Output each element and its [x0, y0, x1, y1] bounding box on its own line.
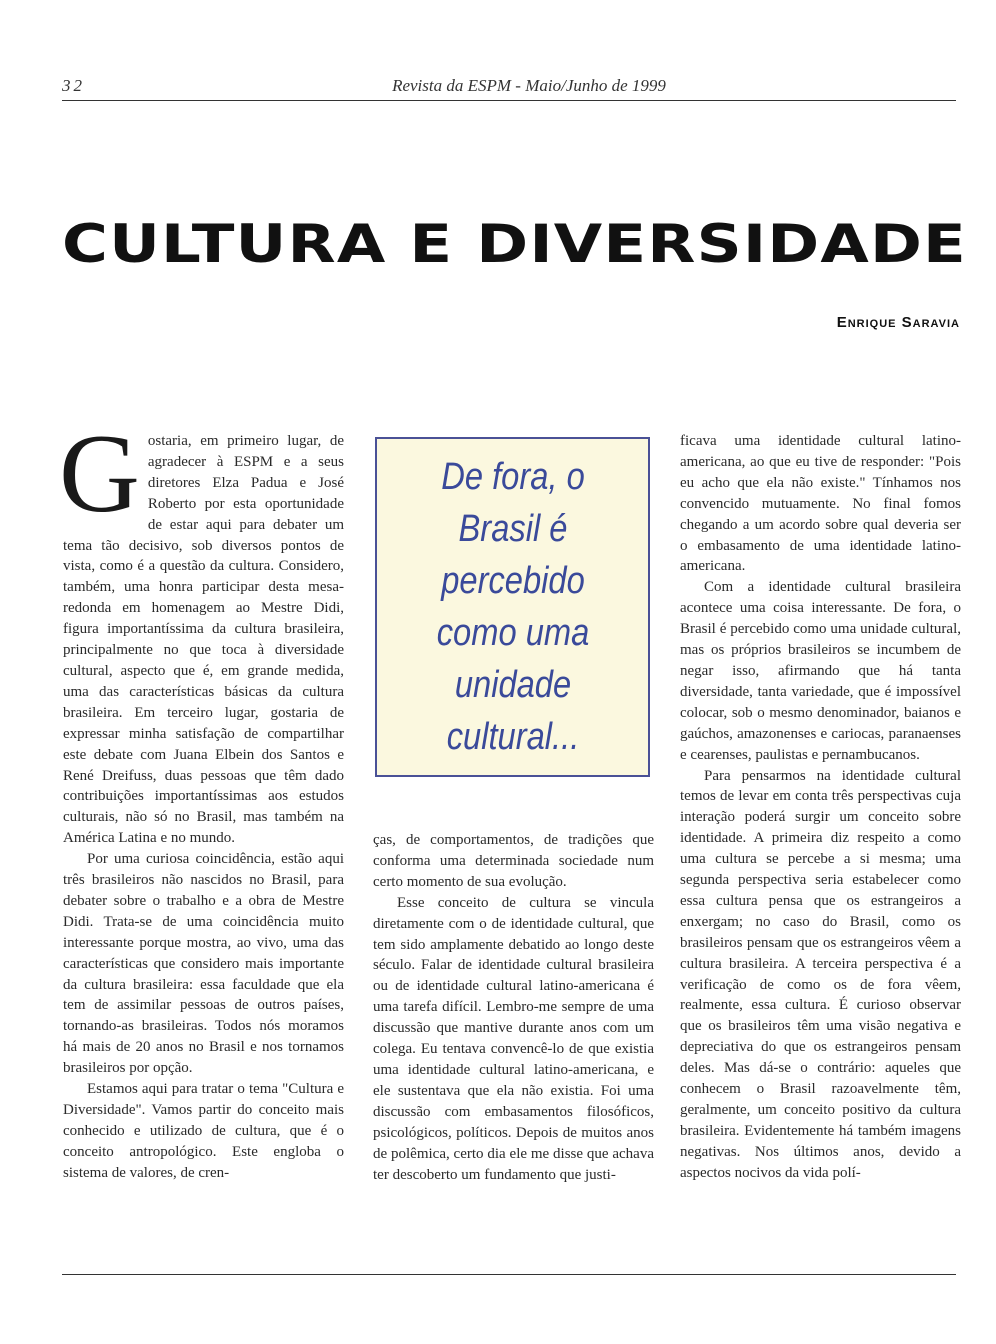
paragraph-text: ostaria, em primeiro lugar, de agradecer à ESPM e a seus diretores Elza Padua e José Roberto por esta oportunidade de estar aqui para debater um tema tão decisivo, sob diversos pontos de vista, como é a questão da cultura. Considero, também, uma honra participar desta mesa-redonda em homenagem ao Mestre Didi, figura importantíssima da cultura brasileira, principalmente no que toca à diversidade cultural, aspecto que é, em grande medida, uma das características básicas da cultura brasileira. Em terceiro lugar, gostaria de expressar minha satisfação de compartilhar este debate com Juana Elbein dos Santos e René Dreifuss, duas pessoas que têm dado contribuições importantíssimas aos estudos culturais, não só no Brasil, mas também na América Latina e no mundo.: [63, 433, 344, 847]
paragraph: ças, de comportamentos, de tradições que conforma uma determinada sociedade num certo momento de sua evolução.: [373, 832, 654, 890]
paragraph: Por uma curiosa coincidência, estão aqui três brasileiros não nascidos no Brasil, para debater sobre o trabalho e a obra de Mestre Didi. Trata-se de uma coincidência muito interessante porque mostra, ao vivo, uma das características que considero mais importante da cultura brasileira: essa faculdade que ela tem de assimilar pessoas de outros países, tornando-as brasileiras. Todos nós moramos há mais de 20 anos no Brasil e nos tornamos brasileiros por opção.: [63, 851, 344, 1077]
running-header-bar: [62, 76, 956, 101]
footer-rule: [62, 1274, 956, 1275]
article-title: CULTURA E DIVERSIDADE: [62, 214, 967, 275]
text-column-3: [680, 431, 961, 1184]
paragraph: Para pensarmos na identidade cultural temos de levar em conta três perspectivas cuja interação poderá surgir um conceito sobre identidade. A primeira diz respeito a como uma cultura se percebe a si mesma; uma segunda perspectiva seria estabelecer como essa cultura pensa que os estrangeiros a enxergam; no caso do Brasil, como os brasileiros pensam que os estrangeiros vêem a cultura brasileira. A terceira perspectiva é a verificação de como os de fora vêem, realmente, essa cultura. É curioso observar que os brasileiros têm uma visão negativa e depreciativa do que os estrangeiros pensam deles. Mas dá-se o contrário: aqueles que conhecem o Brasil razoavelmente têm, geralmente, um conceito positivo da cultura brasileira. Evidentemente há também imagens negativas. Nos últimos anos, devido a aspectos nocivos da vida polí-: [680, 767, 961, 1181]
text-column-2: [373, 830, 654, 1185]
paragraph: Esse conceito de cultura se vincula diretamente com o de identidade cultural, que tem sido amplamente debatido ao longo deste século. Falar de identidade cultural brasileira ou de identidade cultural latino-americana é uma tarefa difícil. Lembro-me sempre de uma discussão que mantive durante anos com um colega. Eu tentava convencê-lo de que existia uma identidade cultural latino-americana, e ele sustentava que ela não existia. Foi uma discussão com embasamentos filosóficos, psicológicos, políticos. Depois de muitos anos de polêmica, certo dia ele me disse que achava ter descoberto um fundamento que justi-: [373, 894, 654, 1183]
pullquote-box: [375, 437, 650, 777]
running-title: Revista da ESPM - Maio/Junho de 1999: [392, 76, 666, 95]
author-byline: Enrique Saravia: [836, 314, 960, 331]
text-column-1: [59, 412, 344, 1184]
paragraph: ficava uma identidade cultural latino-americana, ao que eu tive de responder: "Pois eu acho que ela não existe." Tínhamos nos convencido mutuamente. No final fomos chegando a um acordo sobre qual deveria ser o embasamento de uma identidade latino-americana.: [680, 433, 961, 575]
pullquote-text: De fora, o Brasil é percebido como uma unidade cultural...: [436, 456, 589, 758]
paragraph: Estamos aqui para tratar o tema "Cultura e Diversidade". Vamos partir do conceito mais conhecido e utilizado de cultura, que é o conceito antropológico. Este engloba o sistema de valores, de cren-: [63, 1081, 344, 1181]
paragraph: [59, 412, 344, 849]
drop-cap: G: [59, 412, 140, 536]
paragraph: Com a identidade cultural brasileira acontece uma coisa interessante. De fora, o Brasil é percebido como uma unidade cultural, mas os próprios brasileiros se incumbem de negar isso, afirmando que há tanta diversidade, tanta variedade, que é impossível colocar, sob o mesmo denominador, baianos e gaúchos, amazonenses e cariocas, paranaenses e cearenses, paulistas e pernambucanos.: [680, 579, 961, 763]
page-number: 32: [62, 76, 85, 95]
